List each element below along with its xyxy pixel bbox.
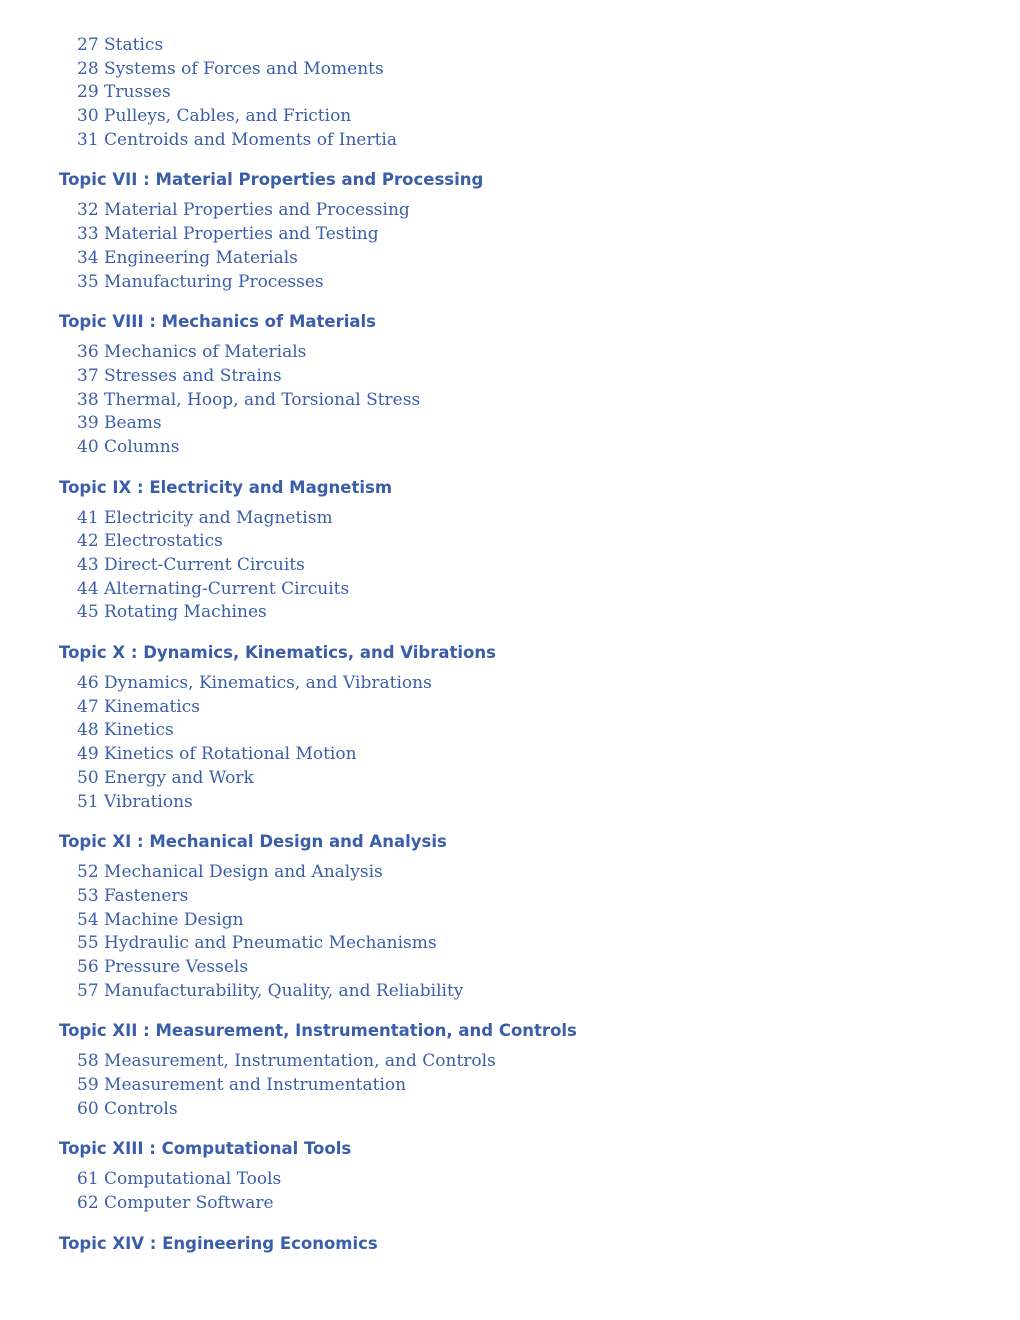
chapter-link[interactable]: 30 Pulleys, Cables, and Friction [77, 106, 352, 127]
topic-section [0, 168, 1020, 294]
chapter-list [0, 341, 1020, 459]
chapter-link[interactable]: 61 Computational Tools [77, 1169, 282, 1190]
chapter-link[interactable]: 47 Kinematics [77, 696, 200, 717]
chapter-link[interactable]: 56 Pressure Vessels [77, 956, 249, 977]
chapter-link[interactable]: 32 Material Properties and Processing [77, 200, 410, 221]
chapter-link[interactable]: 28 Systems of Forces and Moments [77, 58, 384, 79]
chapter-link[interactable]: 40 Columns [77, 436, 180, 457]
chapter-link[interactable]: 34 Engineering Materials [77, 247, 298, 268]
topic-heading-link[interactable]: Topic XI : Mechanical Design and Analysis [59, 832, 447, 852]
chapter-link[interactable]: 52 Mechanical Design and Analysis [77, 862, 383, 883]
chapter-link[interactable]: 59 Measurement and Instrumentation [77, 1075, 407, 1095]
topic-heading-link[interactable]: Topic IX : Electricity and Magnetism [59, 477, 393, 497]
chapter-link[interactable]: 60 Controls [77, 1098, 178, 1119]
chapter-link[interactable]: 48 Kinetics [77, 720, 174, 741]
chapter-link[interactable]: 46 Dynamics, Kinematics, and Vibrations [77, 673, 432, 694]
chapter-link[interactable]: 49 Kinetics of Rotational Motion [77, 744, 357, 765]
chapter-link[interactable]: 27 Statics [77, 35, 164, 55]
chapter-link[interactable]: 38 Thermal, Hoop, and Torsional Stress [77, 389, 421, 410]
chapter-list [0, 1050, 1020, 1121]
chapter-link[interactable]: 36 Mechanics of Materials [77, 342, 307, 363]
chapter-list [0, 507, 1020, 625]
chapter-link[interactable]: 41 Electricity and Magnetism [77, 507, 333, 528]
chapter-link[interactable]: 44 Alternating-Current Circuits [77, 578, 350, 599]
chapter-link[interactable]: 50 Energy and Work [77, 767, 254, 788]
chapter-link[interactable]: 37 Stresses and Strains [77, 365, 282, 386]
chapter-list [0, 1168, 1020, 1215]
chapter-link[interactable]: 45 Rotating Machines [77, 602, 267, 623]
topic-section [0, 830, 1020, 1003]
chapter-link[interactable]: 62 Computer Software [77, 1193, 274, 1214]
chapter-link[interactable]: 55 Hydraulic and Pneumatic Mechanisms [77, 933, 437, 954]
chapter-link[interactable]: 57 Manufacturability, Quality, and Reliability [77, 980, 464, 1001]
topic-heading-link[interactable]: Topic XIII : Computational Tools [59, 1139, 352, 1159]
topic-section [0, 476, 1020, 625]
chapter-link[interactable]: 53 Fasteners [77, 885, 189, 906]
topic-heading-link[interactable]: Topic XIV : Engineering Economics [59, 1233, 378, 1253]
chapter-link[interactable]: 51 Vibrations [77, 791, 193, 812]
chapter-link[interactable]: 29 Trusses [77, 82, 171, 103]
chapter-list-top [0, 34, 1020, 152]
chapter-list [0, 199, 1020, 294]
chapter-link[interactable]: 31 Centroids and Moments of Inertia [77, 129, 397, 150]
chapter-link[interactable]: 42 Electrostatics [77, 531, 223, 552]
chapter-link[interactable]: 43 Direct-Current Circuits [77, 555, 305, 575]
topic-section [0, 641, 1020, 814]
topic-heading-link[interactable]: Topic X : Dynamics, Kinematics, and Vibrations [59, 643, 496, 663]
topic-section [0, 1019, 1020, 1121]
chapter-list [0, 672, 1020, 814]
topic-section [0, 1232, 1020, 1256]
table-of-contents [0, 34, 1020, 1263]
topic-heading-link[interactable]: Topic VII : Material Properties and Processing [59, 170, 484, 190]
chapter-link[interactable]: 33 Material Properties and Testing [77, 224, 379, 245]
topic-heading-link[interactable]: Topic XII : Measurement, Instrumentation, and Controls [59, 1021, 577, 1041]
chapter-link[interactable]: 54 Machine Design [77, 909, 244, 930]
chapter-link[interactable]: 39 Beams [77, 413, 162, 434]
chapter-link[interactable]: 58 Measurement, Instrumentation, and Controls [77, 1051, 496, 1072]
chapter-link[interactable]: 35 Manufacturing Processes [77, 271, 324, 292]
chapter-list [0, 861, 1020, 1003]
topic-section [0, 310, 1020, 459]
topic-heading-link[interactable]: Topic VIII : Mechanics of Materials [59, 312, 376, 332]
topic-section [0, 1137, 1020, 1215]
